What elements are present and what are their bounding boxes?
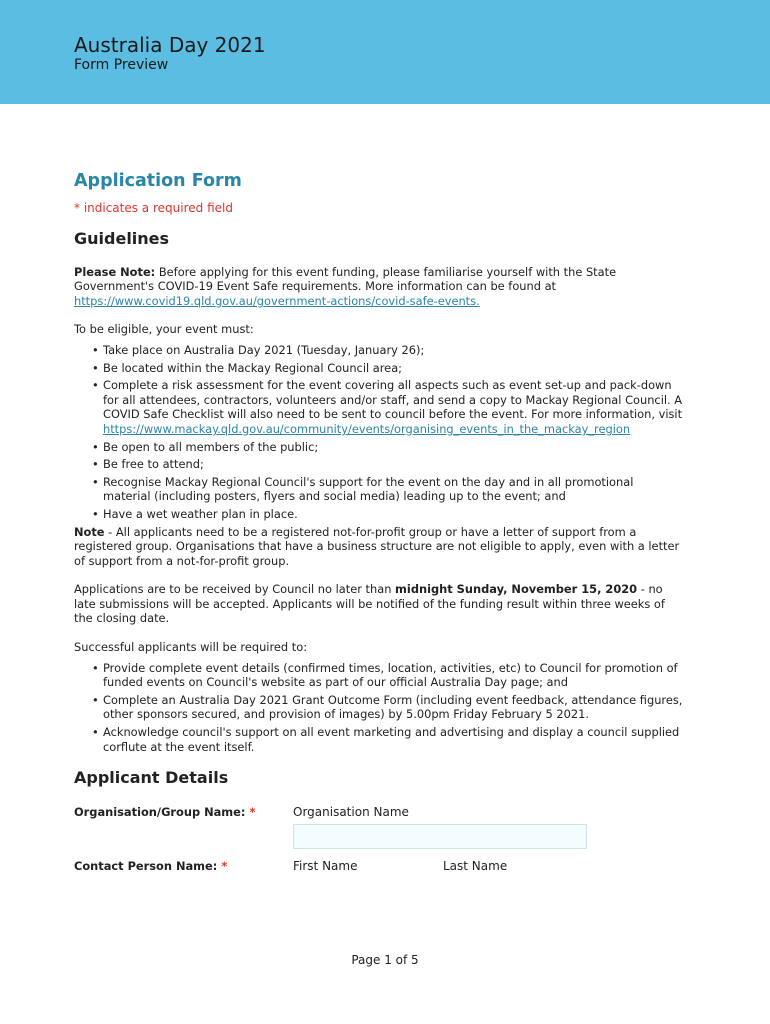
deadline-pre: Applications are to be received by Council no later than: [74, 582, 396, 597]
note-text: - All applicants need to be a registered not-for-profit group or have a letter of support from a registered group. Organisations that have a business structure are not eligible to apply, even with a letter of support from a not-for-profit group.: [74, 524, 680, 568]
eligibility-item: • Be free to attend;: [92, 457, 684, 472]
eligibility-item: [92, 378, 684, 436]
note-label: Note: [74, 524, 105, 539]
note-paragraph: [74, 525, 684, 569]
organisation-label-text: Organisation/Group Name:: [74, 805, 246, 820]
form-content: [74, 170, 684, 879]
header-banner: [0, 0, 770, 104]
deadline-post: - no late submissions will be accepted. Applicants will be notified of the funding result within three weeks of the closing date.: [74, 582, 665, 626]
organisation-label: [74, 805, 274, 820]
deadline-date: midnight Sunday, November 15, 2020: [395, 582, 638, 597]
please-note-text: Before applying for this event funding, please familiarise yourself with the State Government's COVID-19 Event Safe requirements. More information can be found at: [74, 264, 617, 294]
eligibility-item: • Be open to all members of the public;: [92, 440, 684, 455]
requirement-item: • Complete an Australia Day 2021 Grant Outcome Form (including event feedback, attendance figures, other sponsors secured, and provision of images) by 5.00pm Friday February 5 2021.: [92, 693, 684, 722]
applicant-details-heading: Applicant Details: [74, 768, 229, 788]
eligible-intro: To be eligible, your event must:: [74, 322, 254, 337]
guidelines-heading: Guidelines: [74, 228, 170, 248]
first-name-sublabel: First Name: [293, 859, 358, 874]
organisation-name-sublabel: Organisation Name: [293, 805, 409, 820]
eligibility-item: • Recognise Mackay Regional Council's support for the event on the day and in all promotional material (including posters, flyers and social media) leading up to the event; and: [92, 475, 684, 504]
form-subtitle: Form Preview: [74, 57, 169, 73]
application-form-heading: Application Form: [74, 171, 242, 191]
successful-intro: Successful applicants will be required to:: [74, 640, 308, 655]
eligibility-item: • Have a wet weather plan in place.: [92, 507, 684, 522]
required-asterisk: *: [221, 859, 228, 874]
deadline-paragraph: [74, 582, 684, 626]
please-note-paragraph: [74, 265, 684, 309]
organisation-row: [74, 805, 684, 859]
eligibility-item: • Be located within the Mackay Regional Council area;: [92, 361, 684, 376]
contact-person-label: [74, 859, 274, 874]
required-asterisk: *: [249, 805, 256, 820]
covid-safe-link[interactable]: https://www.covid19.qld.gov.au/government-actions/covid-safe-events.: [74, 293, 480, 308]
please-note-label: Please Note:: [74, 264, 156, 279]
contact-person-label-text: Contact Person Name:: [74, 859, 218, 874]
mackay-events-link[interactable]: https://www.mackay.qld.gov.au/community/events/organising_events_in_the_mackay_region: [103, 421, 631, 436]
eligibility-list: [74, 343, 684, 522]
required-field-note: * indicates a required field: [74, 201, 233, 215]
form-title: Australia Day 2021: [74, 33, 266, 57]
requirement-item: • Provide complete event details (confirmed times, location, activities, etc) to Council for promotion of funded events on Council's website as part of our official Australia Day page; and: [92, 661, 684, 690]
last-name-sublabel: Last Name: [443, 859, 508, 874]
organisation-name-input[interactable]: [293, 824, 587, 849]
eligibility-item: • Take place on Australia Day 2021 (Tuesday, January 26);: [92, 343, 684, 358]
page-number: Page 1 of 5: [351, 953, 419, 967]
requirements-list: [74, 661, 684, 755]
requirement-item: • Acknowledge council's support on all event marketing and advertising and display a council supplied corflute at the event itself.: [92, 725, 684, 754]
contact-row: [74, 859, 684, 879]
eligibility-item-text: Complete a risk assessment for the event covering all aspects such as event set-up and pack-down for all attendees, contractors, volunteers and/or staff, and send a copy to Mackay Regional Council. A COVID Safe Checklist will also need to be sent to council before the event. For more information, visit: [103, 378, 683, 422]
